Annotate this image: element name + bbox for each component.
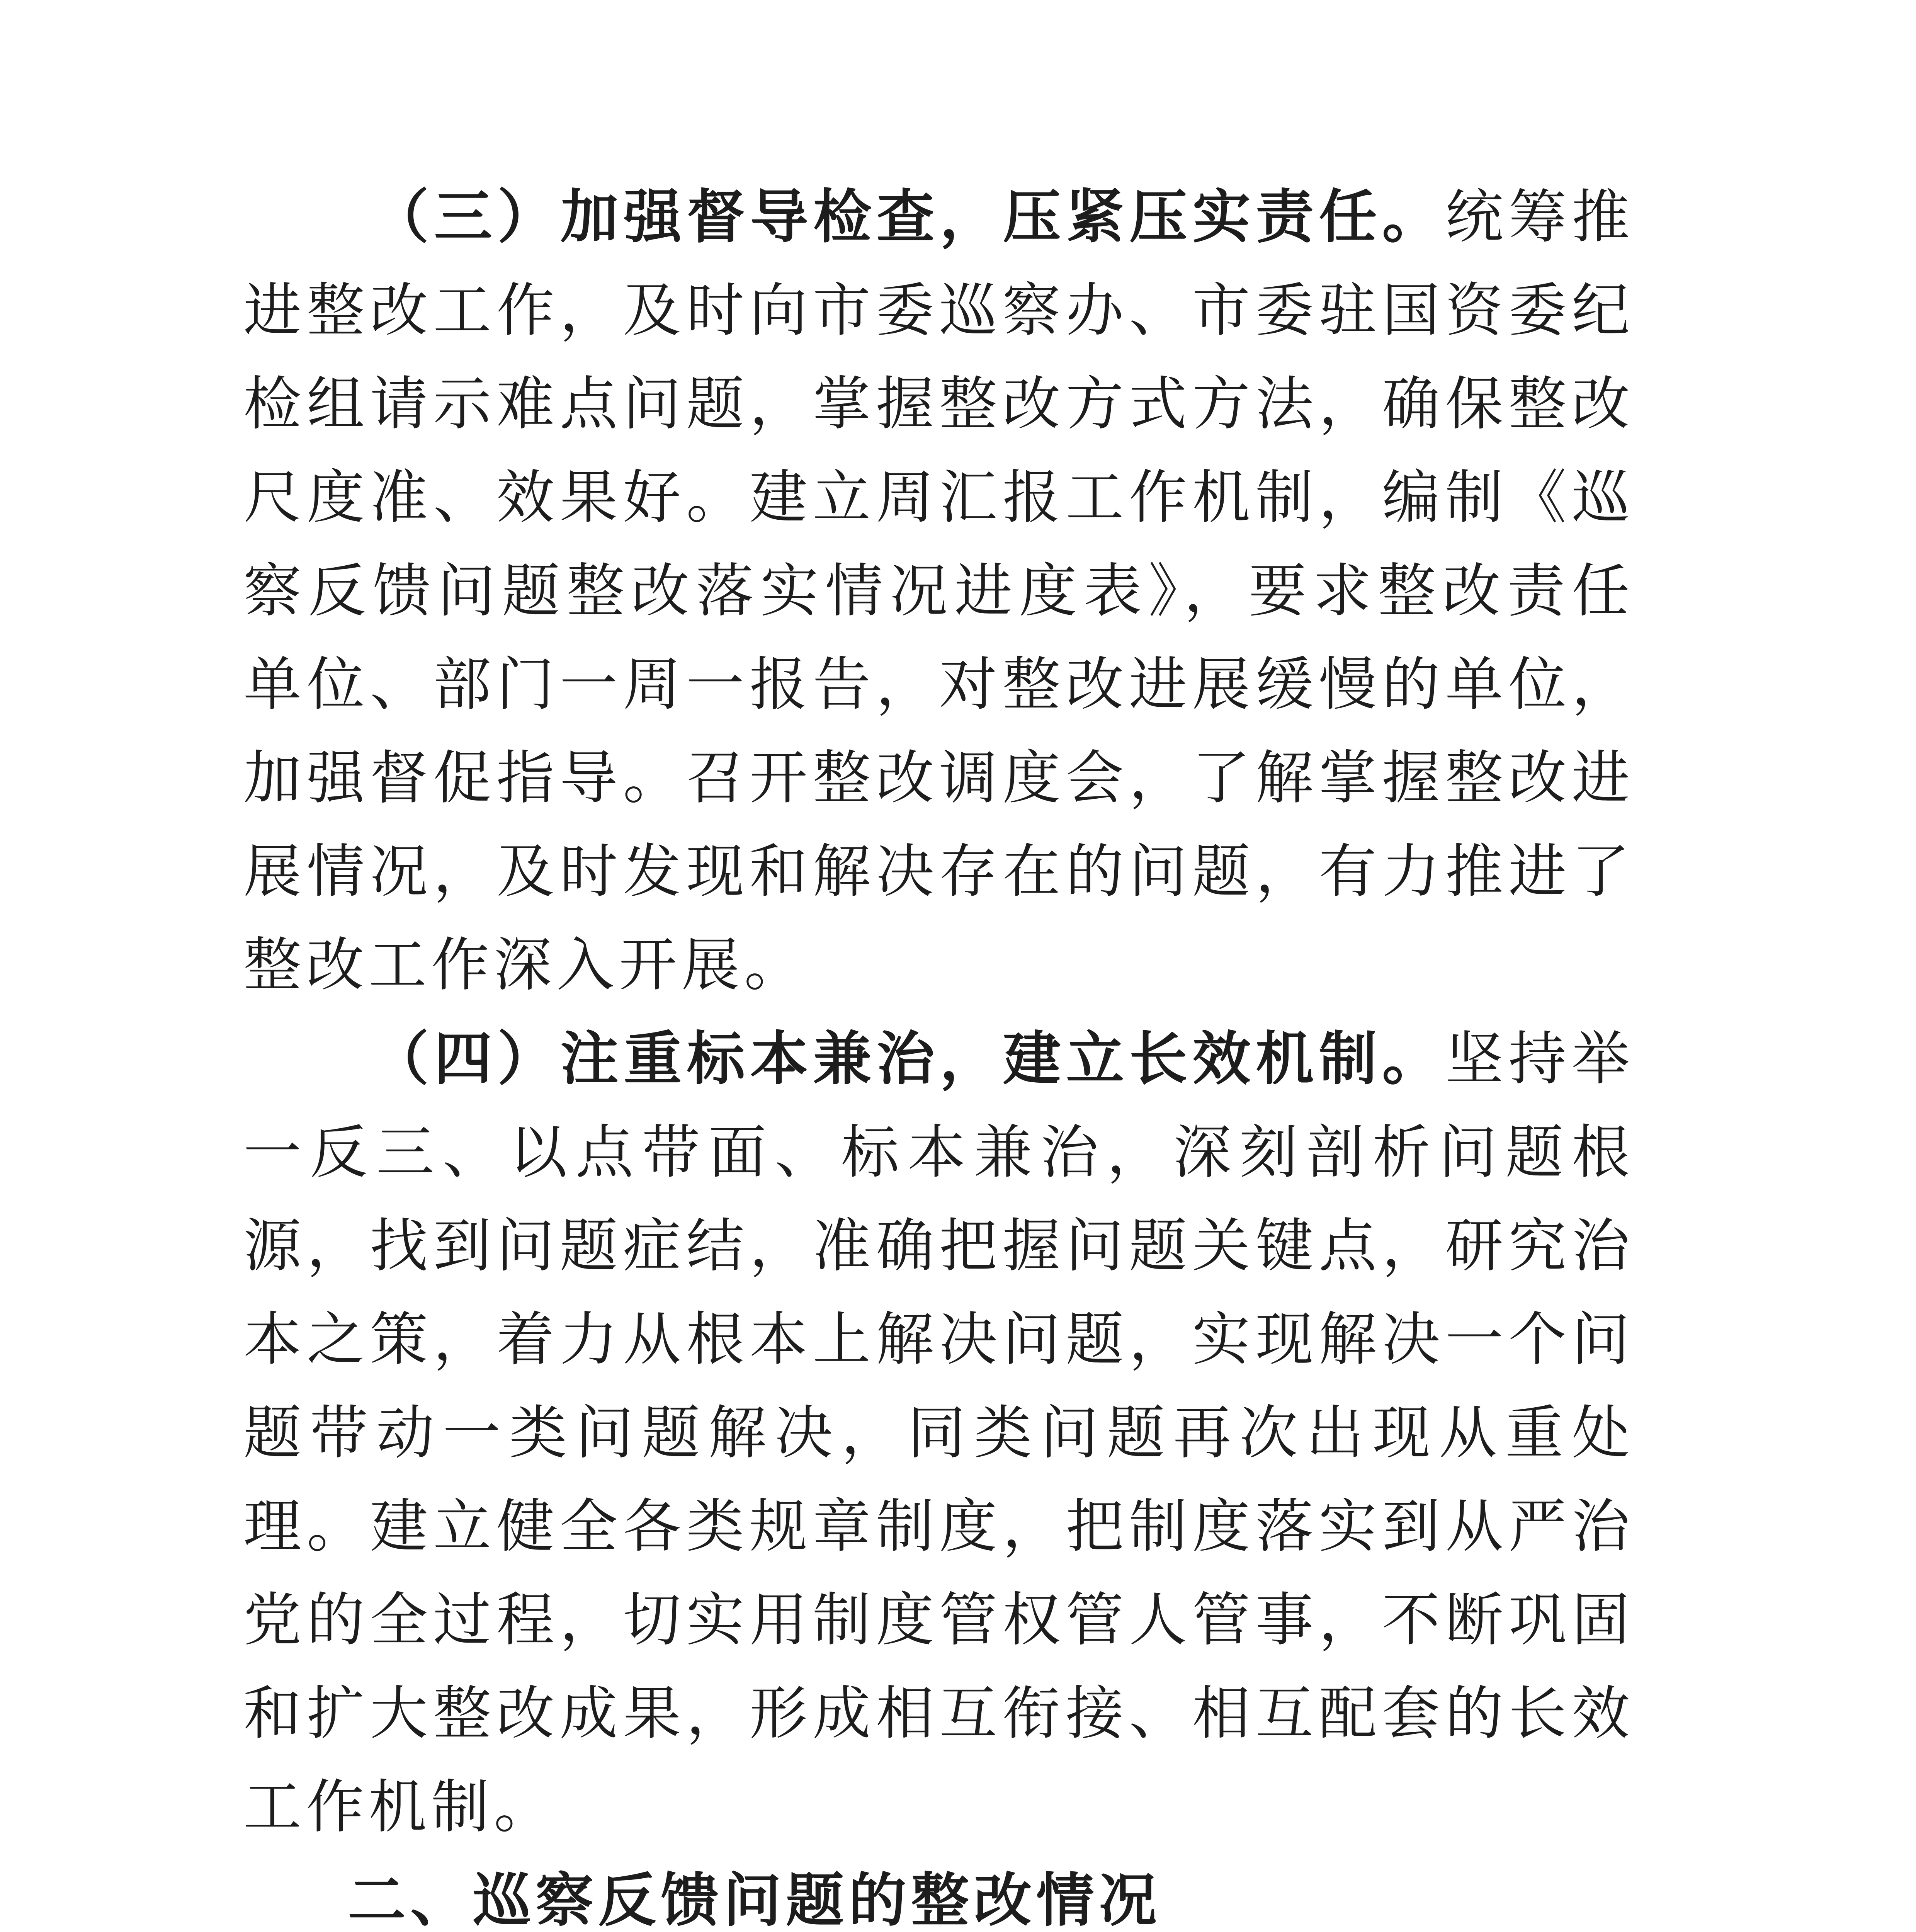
paragraph-supervision	[243, 170, 1634, 1012]
section-heading: 二、巡察反馈问题的整改情况	[348, 1867, 1162, 1932]
paragraph-text: 统筹推进整改工作，及时向市委巡察办、市委驻国资委纪检组请示难点问题，掌握整改方式方法，确保整改尺度准、效果好。建立周汇报工作机制，编制《巡察反馈问题整改落实情况进度表》，要求整改责任单位、部门一周一报告，对整改进展缓慢的单位，加强督促指导。召开整改调度会，了解掌握整改进展情况，及时发现和解决存在的问题，有力推进了整改工作深入开展。	[243, 184, 1634, 999]
paragraph-text: 坚持举一反三、以点带面、标本兼治，深刻剖析问题根源，找到问题症结，准确把握问题关键点，研究治本之策，着力从根本上解决问题，实现解决一个问题带动一类问题解决，同类问题再次出现从重处理。建立健全各类规章制度，把制度落实到从严治党的全过程，切实用制度管权管人管事，不断巩固和扩大整改成果，形成相互衔接、相互配套的长效工作机制。	[243, 1026, 1634, 1841]
document-body	[243, 170, 1634, 1932]
paragraph-lead: （三）加强督导检查，压紧压实责任。	[371, 183, 1445, 251]
paragraph-lead: （四）注重标本兼治，建立长效机制。	[371, 1025, 1445, 1093]
paragraph-long-term-mechanism	[243, 1012, 1634, 1854]
